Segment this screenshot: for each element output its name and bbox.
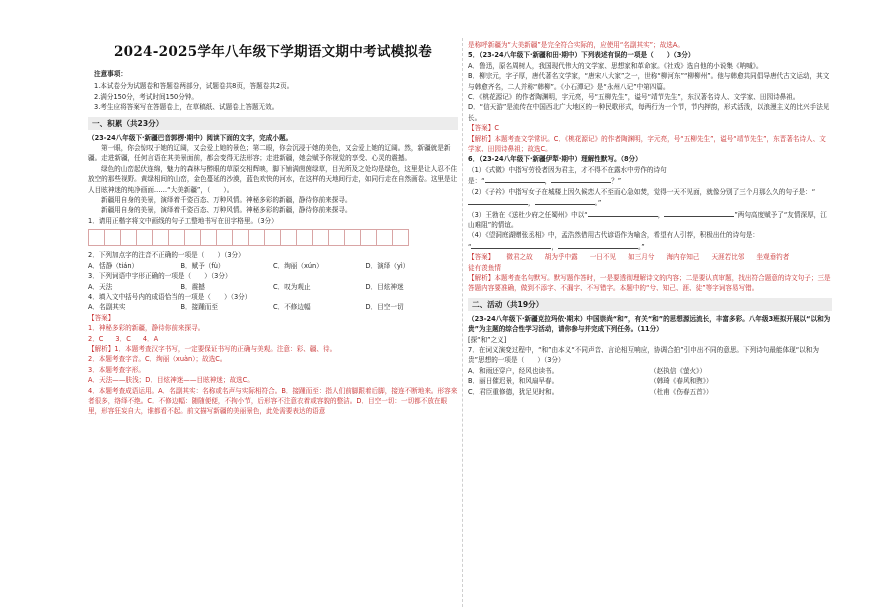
grid-cell — [136, 229, 153, 246]
section-heading-accumulation: 一、积累（共23分） — [88, 117, 458, 130]
dictation-prefix: 是：“ — [468, 177, 485, 186]
question-5: 5．（23-24八年级下·新疆和田·期中）下列表述有误的一项是（ ）（3分） — [468, 51, 695, 60]
option-source: （韩琦《春风和煦》） — [650, 377, 713, 386]
option: B．柳宗元，字子厚，唐代著名文学家，“唐宋八大家”之一，世称“柳河东”“柳柳州”。他与韩愈共同倡导唐代古文运动，其文与韩愈齐名，二人并称“韩柳”。《小石潭记》是“永州八记”中第四篇。 — [468, 72, 830, 91]
grid-cell — [280, 229, 297, 246]
option: C．君臣重修德，犹足见时和。 — [468, 387, 559, 396]
page-title: 2024-2025学年八年级下学期语文期中考试模拟卷 — [113, 44, 433, 60]
answer-label: 【答案】 — [468, 253, 495, 262]
answer-item: 微君之故 — [506, 253, 533, 262]
right-column — [468, 0, 832, 615]
option: B．震撼 — [180, 282, 205, 291]
dictation-item: （3）王勃在《送杜少府之任蜀州》中以“ ， ”两句高度赋予了“友情深厚，江山难阻”的情谊。 — [468, 210, 827, 229]
answer-blank[interactable] — [551, 175, 611, 183]
question-1: 1．请用正楷字将文中画线的句子工整地书写在田字格里。（3分） — [88, 216, 278, 225]
question-source: （23-24八年级下·新疆克拉玛依·期末）中国崇尚“和”，有关“和”的思想源远流长，丰富多彩。八年级3班拟开展以“以和为贵”为主题的综合性学习活动，请你参与并完成下列任务。（11分） — [468, 314, 831, 334]
option: D．演绎（yì） — [365, 261, 410, 270]
answer-item: 胡为乎中露 — [544, 253, 578, 262]
grid-cell — [200, 229, 217, 246]
answer-text: 【答案】C — [468, 124, 499, 133]
explanation-text: 4．本题考查成语运用。A．名副其实：名称或名声与实际相符合。B．接踵而至：指人们前脚跟着后脚，接连不断地来。形容来者很多，络绎不绝。C．不修边幅：随随便便，不拘小节，后形容不注意衣着或容貌的整洁。D．目空一切：一切都不放在眼里，形容狂妄自大，谁都看不起。前文描写新疆的美丽景色，此处需要表达的语意 — [88, 386, 458, 416]
option: A．恬静（tián） — [88, 261, 139, 270]
exam-notes — [88, 69, 458, 113]
task-heading: [探“和”之义] — [468, 335, 507, 344]
dictation-suffix: ”两句高度赋予了“友情深厚，江山难阻”的情谊。 — [468, 210, 827, 229]
option: A．鲁迅，原名周树人，我国现代伟大的文学家、思想家和革命家。《社戏》选自他的小说集《呐喊》。 — [468, 61, 763, 70]
left-column — [88, 0, 458, 615]
note-item: 1.本试卷分为试题卷和答题卷两部分，试题卷共8页，答题卷共2页。 — [94, 82, 294, 91]
answer-blank[interactable] — [485, 175, 545, 183]
column-divider — [462, 38, 463, 607]
question-2: 2．下列加点字的注音不正确的一项是（ ）（3分） — [88, 251, 245, 260]
option: B．赋予（fù） — [180, 261, 225, 270]
dictation-item: 是：“ ， ？” — [468, 177, 622, 186]
dictation-item: （2）《子衿》中指写女子在城楼上因久候恋人不至而心急如焚，觉得一天不见面，就像分别了三个月那么久的句子是：“， 。” — [468, 187, 816, 208]
answer-item: 2．C — [88, 334, 104, 343]
question-6: 6．（23-24八年级下·新疆伊犁·期中）理解性默写。（8分） — [468, 155, 642, 164]
explanation-text: A．天法——肤浅；D．目炫神迷——目眩神迷；故选C。 — [88, 376, 254, 385]
option: D．“信天游”是流传在中国西北广大地区的一种民歌形式，每两行为一个节，节内押韵，形式活泼，以浪漫主义的比兴手法见长。 — [468, 103, 830, 122]
option: B．丽日催迟景，和风扇早春。 — [468, 377, 559, 386]
answer-row — [88, 334, 458, 344]
note-item: 3.考生应将答案写在答题卷上，在草稿纸、试题卷上答题无效。 — [94, 103, 279, 112]
option: A．名副其实 — [88, 303, 126, 312]
explanation-text: 【解析】本题考查名句默写。默写题作答时，一是要透彻理解诗文的内容；二是要认真审题，找出符合题意的诗文句子；三是答题内容要准确，做到不添字、不漏字、不写错字。本题中的“兮、知己、涯、徒”等字词容易写错。 — [468, 273, 831, 293]
grid-cell — [248, 229, 265, 246]
grid-cell — [184, 229, 201, 246]
answer-row — [468, 252, 832, 273]
option-source: （赵执信《萤火》） — [650, 366, 707, 375]
grid-cell — [344, 229, 361, 246]
note-item: 2.满分150分，考试时间150分钟。 — [94, 92, 198, 101]
grid-cell — [312, 229, 329, 246]
explanation-text: 【解析】本题考查文学常识。C．《桃花源记》的作者陶渊明，字元亮，号“五柳先生”，谥号“靖节先生”，东晋著名诗人、文学家、田园诗鼻祖；故选C。 — [468, 134, 826, 154]
question-4-options — [88, 302, 458, 312]
explanation-text: 【解析】1．本题考查汉字书写，一定要保证书写的正确与美观。注意：彩、疆、待。 — [88, 344, 337, 353]
dictation-item: （1）《式微》中指写劳役者因为君主，才不得不在露水中劳作的诗句 — [468, 165, 667, 174]
explanation-text: 3．本题考查字形。 — [88, 365, 145, 374]
option: A．天法 — [88, 282, 113, 291]
reading-paragraph: 新疆用自身的美景，演绎着千姿百态、万种风情。神秘多彩的新疆，静待你前来探寻。 — [101, 206, 352, 215]
grid-cell — [264, 229, 281, 246]
grid-cell — [88, 229, 105, 246]
answer-item: 如三月兮 — [628, 253, 655, 262]
answer-item: 海内存知己 — [666, 253, 700, 262]
option: A．和雨还穿户，经风也读书。 — [468, 366, 559, 375]
question-2-options — [88, 261, 458, 271]
option-row — [468, 387, 832, 397]
option: C．绚丽（xún） — [273, 261, 323, 270]
option: C．《桃花源记》的作者陶渊明，字元亮，号“五柳先生”，谥号“靖节先生”，东汉著名诗人、文学家、田园诗鼻祖。 — [468, 93, 800, 102]
answer-blank[interactable] — [535, 197, 595, 205]
question-source: （23-24八年级下·新疆巴音郭楞·期中）阅读下面的文字，完成小题。 — [88, 133, 293, 142]
grid-cell — [104, 229, 121, 246]
answer-item: 3．C — [115, 334, 131, 343]
grid-cell — [216, 229, 233, 246]
notes-heading: 注意事项： — [94, 70, 127, 78]
reading-paragraph: 绿色的山峦起伏连绵，魅力的森林与醉眼的草原交相辉映，脚下铺满茵茵绿草，目光所及之处均是绿色，这里是让人忍不住放空的那些视野。黄绿相间的山峦，金色蔓延的沙漠，蓝色欢快的河水，在这样的天地间行走，如同行走在自然画卷。这里是让人目眩神迷的纯净画面……“大美新疆”，（ ）。 — [88, 164, 458, 194]
grid-cell — [168, 229, 185, 246]
writing-grid — [88, 229, 458, 246]
answer-item: 4．A — [142, 334, 159, 343]
question-4: 4．填入文中括号内的成语恰当的一项是（ ）（3分） — [88, 292, 252, 301]
grid-cell — [232, 229, 249, 246]
answer-item: 天涯若比邻 — [711, 253, 745, 262]
dictation-item: “ ， 。” — [468, 242, 645, 251]
grid-cell — [152, 229, 169, 246]
answer-blank[interactable] — [588, 209, 658, 217]
option-source: （杜甫《伤春五首》） — [650, 387, 713, 396]
answer-blank[interactable] — [558, 241, 638, 249]
grid-cell — [360, 229, 377, 246]
dictation-prefix: （3）王勃在《送杜少府之任蜀州》中以“ — [468, 210, 588, 219]
reading-paragraph: 新疆用自身的美景，演绎着千姿百态、万种风情。神秘多彩的新疆，静待你前来探寻。 — [101, 196, 352, 205]
option: B．接踵而至 — [180, 303, 218, 312]
grid-cell — [392, 229, 409, 246]
option: D．目炫神迷 — [365, 282, 404, 291]
answer-item: 一日不见 — [589, 253, 617, 262]
answer-label: 【答案】 — [88, 313, 115, 322]
question-3-options — [88, 282, 458, 292]
dictation-prefix: （2）《子衿》中指写女子在城楼上因久候恋人不至而心急如焚，觉得一天不见面，就像分别了三个月那么久的句子是：“ — [468, 187, 816, 196]
answer-item: 坐观垂钓者 — [756, 253, 790, 262]
reading-paragraph: 第一眼，你会惊叹于她的辽阔，又会爱上她的景色；第二眼，你会沉浸于她的美色，又会爱上她的辽阔。然，新疆就是新疆。走进新疆，任何言语在其美景面前，都会变得无法形容；走进新疆，她会赋予你视觉的享受、心灵的震撼。 — [88, 144, 451, 163]
option: C．不修边幅 — [273, 303, 311, 312]
option: C．叹为观止 — [273, 282, 311, 291]
answer-blank[interactable] — [664, 209, 734, 217]
grid-cell — [296, 229, 313, 246]
section-heading-activity: 二、活动（共19分） — [468, 298, 832, 311]
explanation-text: 2．本题考查字音。C．绚丽（xuàn）；故选C。 — [88, 355, 227, 364]
grid-cell — [376, 229, 393, 246]
option-row — [468, 366, 832, 376]
answer-blank[interactable] — [471, 241, 551, 249]
grid-cell — [328, 229, 345, 246]
answer-blank[interactable] — [468, 197, 528, 205]
answer-item: 徒有羡鱼情 — [468, 263, 501, 272]
dictation-item: （4）《望洞庭湖赠张丞相》中，孟浩然借用古代谚语作为喻含，希望有人引荐，积极出仕的诗句是： — [468, 231, 760, 240]
question-7: 7．在词义演变过程中，“和”由本义“不同声音、言论相互响应，协调合拍”引申出不同的意思。下列诗句最能体现“以和为贵”思想的一项是（ ）（3分） — [468, 345, 819, 365]
question-3: 3．下列词语中字形正确的一项是（ ）（3分） — [88, 272, 232, 281]
answer-text: 1．神秘多彩的新疆，静待你前来探寻。 — [88, 324, 205, 333]
grid-cell — [120, 229, 137, 246]
option-row — [468, 376, 832, 386]
explanation-continuation: 是称呼新疆为“大美新疆”是完全符合实际的，应使用“名副其实”；故选A。 — [468, 41, 684, 49]
option: D．目空一切 — [365, 303, 404, 312]
